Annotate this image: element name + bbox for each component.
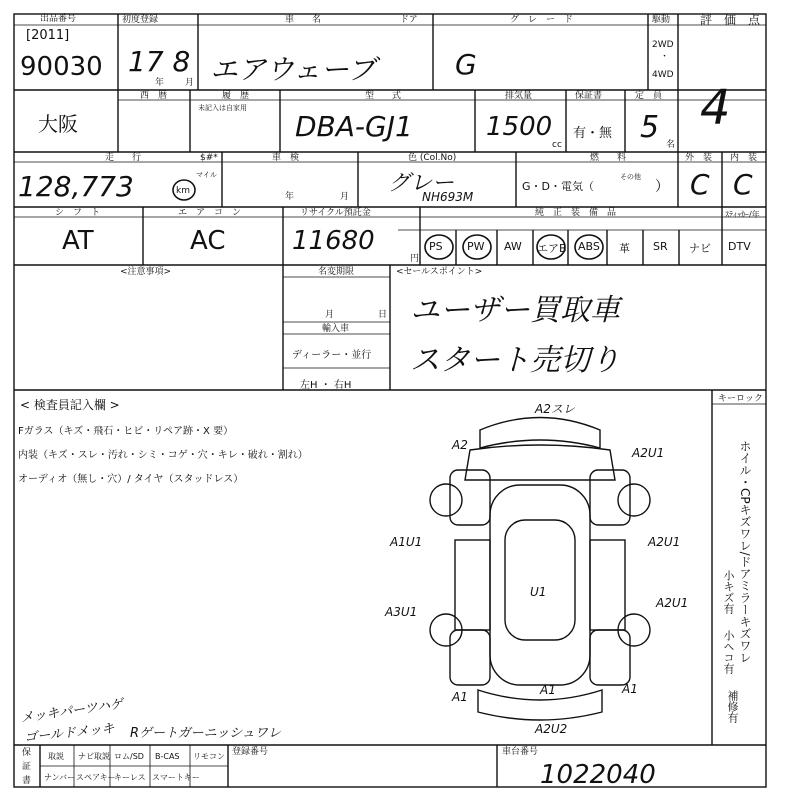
mileage-value: 128,773	[18, 170, 134, 203]
chassis-label: 車台番号	[502, 747, 539, 757]
mark-right-rear: A2U1	[656, 596, 689, 610]
footer-item-plate: ナンバー	[44, 773, 76, 782]
chassis-value: 1022040	[540, 760, 656, 790]
month-unit: 月	[185, 78, 195, 88]
fuel-value: G・D・電気（	[522, 180, 594, 193]
equip-ps: PS	[429, 240, 443, 253]
inspector-title: < 検査員記入欄 >	[20, 398, 120, 412]
cc-unit: cc	[552, 140, 562, 150]
year-tag: [2011]	[26, 28, 70, 43]
exterior-value: C	[690, 168, 710, 201]
equip-leather: 革	[619, 242, 630, 255]
fuel-label: 燃 料	[590, 153, 627, 163]
mark-right-front: A2U1	[632, 446, 665, 460]
model-label: 型 式	[365, 91, 402, 101]
history-sub: 未記入は自家用	[198, 104, 247, 112]
inspection-label: 車 検	[272, 153, 300, 163]
car-diagram	[430, 418, 650, 721]
import-label: 輸入車	[322, 324, 350, 334]
mark-front: A2スレ	[535, 402, 575, 416]
equip-pw: PW	[467, 240, 485, 253]
mark-rear: A1	[540, 683, 556, 697]
footer-item-bcas: B-CAS	[155, 752, 180, 761]
score-value: 4	[700, 80, 731, 136]
shift-value: AT	[62, 226, 94, 256]
footer-item-navi-manual: ナビ取説	[78, 752, 110, 761]
color-label: 色 (Col.No)	[408, 153, 457, 163]
sticker-label: ｽﾃｨｯｶｰ/年	[725, 210, 760, 219]
equip-airbag: エアB	[537, 242, 567, 255]
recycle-value: 11680	[292, 226, 375, 256]
footer-item-remote: リモコン	[193, 752, 225, 761]
top-label: 出品番号	[40, 14, 77, 24]
keylock-label: キーロック	[718, 394, 763, 404]
handle-label: 左H ・ 右H	[300, 380, 352, 391]
car-name-label: 車 名	[285, 15, 322, 25]
drive-label: 駆動	[652, 15, 671, 25]
mark-left-rear-bumper: A1	[452, 690, 468, 704]
sales-label: <セールスポイント>	[396, 267, 483, 277]
sales-line1: ユーザー買取車	[410, 293, 620, 328]
first-reg-value: 17 8	[128, 45, 191, 78]
vertical-note: ホイル・CPキズワレ/ドアミラーキズワレ	[738, 440, 752, 664]
recycle-label: リサイクル預託金	[300, 208, 371, 218]
equip-navi: ナビ	[689, 242, 711, 255]
lot-number: 90030	[20, 52, 103, 82]
exterior-label: 外 装	[685, 153, 713, 163]
capacity-unit: 名	[666, 140, 676, 150]
color-code: NH693M	[422, 190, 474, 204]
small-dents-note: 小キズ有	[722, 570, 735, 614]
capacity-label: 定 員	[635, 91, 663, 101]
dealer-label: ディーラー・並行	[292, 350, 372, 361]
repair-note: 補修有	[726, 690, 739, 723]
score-label: 評 価 点	[700, 13, 761, 27]
interior-label: 内 装	[730, 153, 758, 163]
capacity-value: 5	[640, 110, 660, 145]
name-change-label: 名変期限	[318, 267, 355, 277]
drive-2wd: 2WD	[652, 40, 674, 50]
grade-label: グ レ ー ド	[510, 15, 574, 25]
hw-note-1: メッキパーツハゲ	[19, 696, 125, 727]
first-reg-label: 初度登録	[122, 15, 159, 25]
drive-dot: ・	[660, 52, 670, 62]
meter-label: $#*	[200, 153, 218, 163]
footer-item-smart-key: スマートキー	[152, 773, 200, 782]
footer-label-3: 書	[22, 776, 32, 786]
caution-label: <注意事項>	[120, 267, 172, 277]
era-label: 西 暦	[140, 91, 168, 101]
footer-item-rom: ロム/SD	[114, 752, 144, 761]
drive-4wd: 4WD	[652, 70, 674, 80]
mark-left-rear: A3U1	[385, 605, 418, 619]
equipment-label: 純 正 装 備 品	[535, 208, 617, 218]
equip-abs: ABS	[578, 240, 600, 253]
ac-label: エ ア コ ン	[178, 208, 242, 218]
name-change-day: 日	[378, 310, 388, 320]
km-unit: km	[176, 186, 190, 196]
mark-roof: U1	[530, 585, 547, 599]
footer-item-manual: 取説	[48, 752, 64, 761]
footer-label-1: 保	[22, 748, 32, 758]
hw-note-3: Rゲートガーニッシュワレ	[130, 726, 281, 741]
color-value: グレー	[388, 171, 455, 196]
equip-dtv: DTV	[728, 240, 751, 253]
year-unit: 年	[155, 78, 165, 88]
fuel-close: ）	[655, 179, 669, 195]
displacement-value: 1500	[486, 112, 553, 142]
footer-item-keyless: キーレス	[114, 773, 146, 782]
shift-label: シ フ ト	[55, 208, 101, 218]
inspection-month-unit: 月	[340, 192, 350, 202]
grade-value: G	[455, 48, 477, 81]
car-name-value: エアウェーブ	[210, 53, 376, 86]
hw-note-2: ゴールドメッキ	[23, 721, 116, 746]
footer-item-spare-key: スペアキー	[76, 773, 116, 782]
interior-value: C	[733, 168, 753, 201]
displacement-label: 排気量	[505, 91, 533, 101]
inspector-line3: オーディオ（無し・穴）/ タイヤ（スタッドレス）	[18, 474, 244, 485]
small-dents-note2: 小ヘコ有	[722, 630, 735, 674]
mark-left-door: A1U1	[390, 535, 423, 549]
inspector-line2: 内装（キズ・スレ・汚れ・シミ・コゲ・穴・キレ・破れ・割れ）	[18, 450, 308, 461]
equip-aw: AW	[504, 240, 522, 253]
warranty-label: 保証書	[575, 91, 603, 101]
model-value: DBA-GJ1	[295, 110, 413, 143]
mark-rear-right: A1	[622, 682, 638, 696]
fuel-other: その他	[620, 173, 641, 181]
inspection-year-unit: 年	[285, 192, 295, 202]
door-label: ドア	[400, 15, 418, 25]
location-value: 大阪	[38, 112, 78, 136]
equip-sunroof: SR	[653, 240, 668, 253]
yen-unit: 円	[410, 254, 420, 264]
warranty-value: 有・無	[573, 126, 613, 141]
mile-unit: マイル	[196, 171, 217, 179]
mark-left-front: A2	[452, 438, 468, 452]
inspector-line1: Fガラス（キズ・飛石・ヒビ・リペア跡・X 要）	[18, 426, 234, 437]
reg-number-label: 登録番号	[232, 747, 269, 757]
mark-rear-bumper: A2U2	[535, 722, 568, 736]
footer-label-2: 証	[22, 762, 32, 772]
mark-right-door: A2U1	[648, 535, 681, 549]
name-change-month: 月	[325, 310, 335, 320]
mileage-label: 走 行	[105, 153, 142, 163]
ac-value: AC	[190, 226, 226, 256]
history-label: 履 歴	[222, 91, 250, 101]
sales-line2: スタート売切り	[410, 343, 620, 378]
